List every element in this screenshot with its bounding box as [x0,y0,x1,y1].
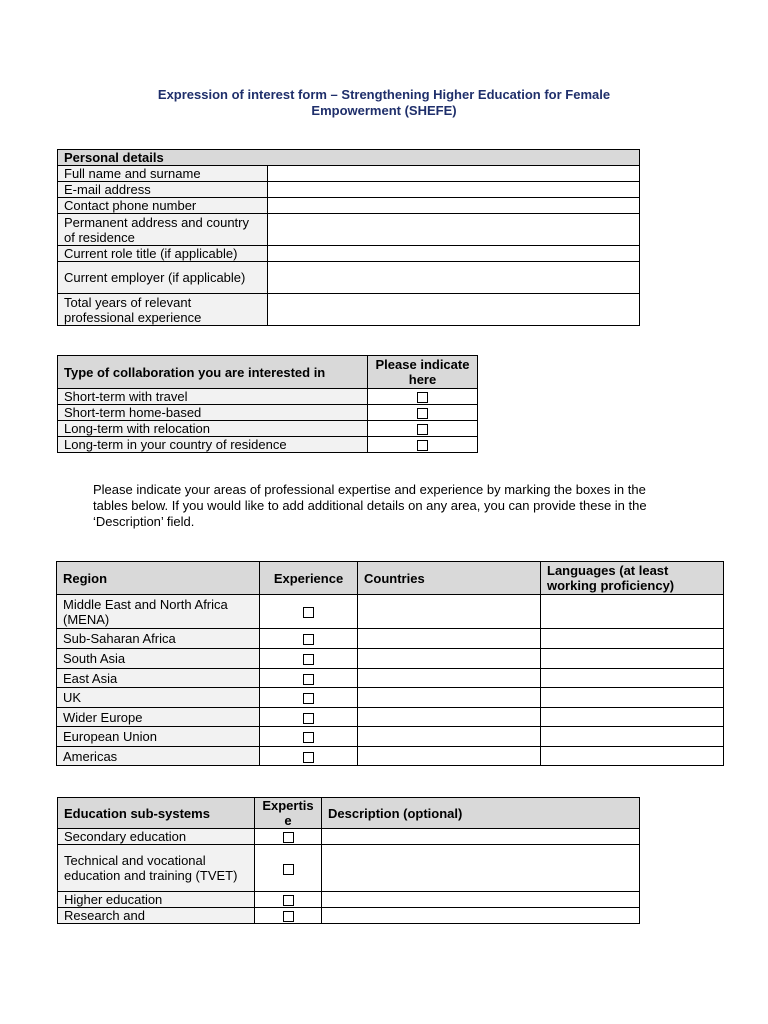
checkbox-region-americas[interactable] [303,752,314,763]
checkbox-edu-tvet[interactable] [283,864,294,875]
languages-header: Languages (at least working proficiency) [541,562,724,595]
role-title-label: Current role title (if applicable) [58,246,268,262]
please-indicate-header: Please indicate here [368,356,478,389]
email-field[interactable] [268,182,640,198]
description-field-tvet[interactable] [322,845,640,892]
region-table [56,561,724,766]
email-label: E-mail address [58,182,268,198]
personal-details-table [57,149,640,326]
checkbox-long-relocation[interactable] [417,424,428,435]
education-label-secondary: Secondary education [58,829,255,845]
description-field-higher[interactable] [322,892,640,908]
education-label-research: Research and [58,908,255,924]
description-field-research[interactable] [322,908,640,924]
countries-field-east-asia[interactable] [358,669,541,688]
phone-field[interactable] [268,198,640,214]
description-field-secondary[interactable] [322,829,640,845]
region-label-uk: UK [57,688,260,708]
checkbox-short-home[interactable] [417,408,428,419]
collab-label-long-relocation: Long-term with relocation [58,421,368,437]
education-subsystems-header: Education sub-systems [58,798,255,829]
languages-field-uk[interactable] [541,688,724,708]
checkbox-region-sub-saharan[interactable] [303,634,314,645]
countries-field-sub-saharan[interactable] [358,629,541,649]
region-header: Region [57,562,260,595]
checkbox-region-uk[interactable] [303,693,314,704]
full-name-field[interactable] [268,166,640,182]
region-label-mena: Middle East and North Africa (MENA) [57,595,260,629]
checkbox-region-mena[interactable] [303,607,314,618]
employer-label: Current employer (if applicable) [58,262,268,294]
countries-field-mena[interactable] [358,595,541,629]
address-field[interactable] [268,214,640,246]
checkbox-edu-higher[interactable] [283,895,294,906]
languages-field-americas[interactable] [541,747,724,766]
countries-field-uk[interactable] [358,688,541,708]
region-label-eu: European Union [57,727,260,747]
collaboration-table [57,355,478,453]
form-title-line-2: Empowerment (SHEFE) [311,103,457,118]
phone-label: Contact phone number [58,198,268,214]
personal-details-header: Personal details [58,150,640,166]
instructions-paragraph: Please indicate your areas of professional expertise and experience by marking the boxes in the tables below. If you would like to add additional details on any area, you can provide these in the ‘Description’ field. [93,482,647,529]
education-table [57,797,640,924]
years-experience-label: Total years of relevant professional experience [58,294,268,326]
checkbox-region-eu[interactable] [303,732,314,743]
checkbox-short-travel[interactable] [417,392,428,403]
region-label-wider-europe: Wider Europe [57,708,260,727]
employer-field[interactable] [268,262,640,294]
countries-field-wider-europe[interactable] [358,708,541,727]
countries-header: Countries [358,562,541,595]
languages-field-wider-europe[interactable] [541,708,724,727]
countries-field-south-asia[interactable] [358,649,541,669]
experience-header: Experience [260,562,358,595]
checkbox-long-residence[interactable] [417,440,428,451]
address-label: Permanent address and country of residence [58,214,268,246]
checkbox-region-wider-europe[interactable] [303,713,314,724]
checkbox-region-east-asia[interactable] [303,674,314,685]
region-label-sub-saharan: Sub-Saharan Africa [57,629,260,649]
full-name-label: Full name and surname [58,166,268,182]
form-title-line-1: Expression of interest form – Strengthening Higher Education for Female [157,87,611,102]
checkbox-edu-secondary[interactable] [283,832,294,843]
languages-field-eu[interactable] [541,727,724,747]
collab-label-long-residence: Long-term in your country of residence [58,437,368,453]
countries-field-eu[interactable] [358,727,541,747]
checkbox-edu-research[interactable] [283,911,294,922]
years-experience-field[interactable] [268,294,640,326]
collaboration-type-header: Type of collaboration you are interested in [58,356,368,389]
region-label-east-asia: East Asia [57,669,260,688]
languages-field-east-asia[interactable] [541,669,724,688]
education-label-tvet: Technical and vocational education and training (TVET) [58,845,255,892]
collab-label-short-travel: Short-term with travel [58,389,368,405]
role-title-field[interactable] [268,246,640,262]
region-label-americas: Americas [57,747,260,766]
languages-field-mena[interactable] [541,595,724,629]
collab-label-short-home: Short-term home-based [58,405,368,421]
expertise-header: Expertise [255,798,322,829]
languages-field-south-asia[interactable] [541,649,724,669]
form-title [100,87,668,119]
education-label-higher: Higher education [58,892,255,908]
countries-field-americas[interactable] [358,747,541,766]
checkbox-region-south-asia[interactable] [303,654,314,665]
description-header: Description (optional) [322,798,640,829]
languages-field-sub-saharan[interactable] [541,629,724,649]
region-label-south-asia: South Asia [57,649,260,669]
